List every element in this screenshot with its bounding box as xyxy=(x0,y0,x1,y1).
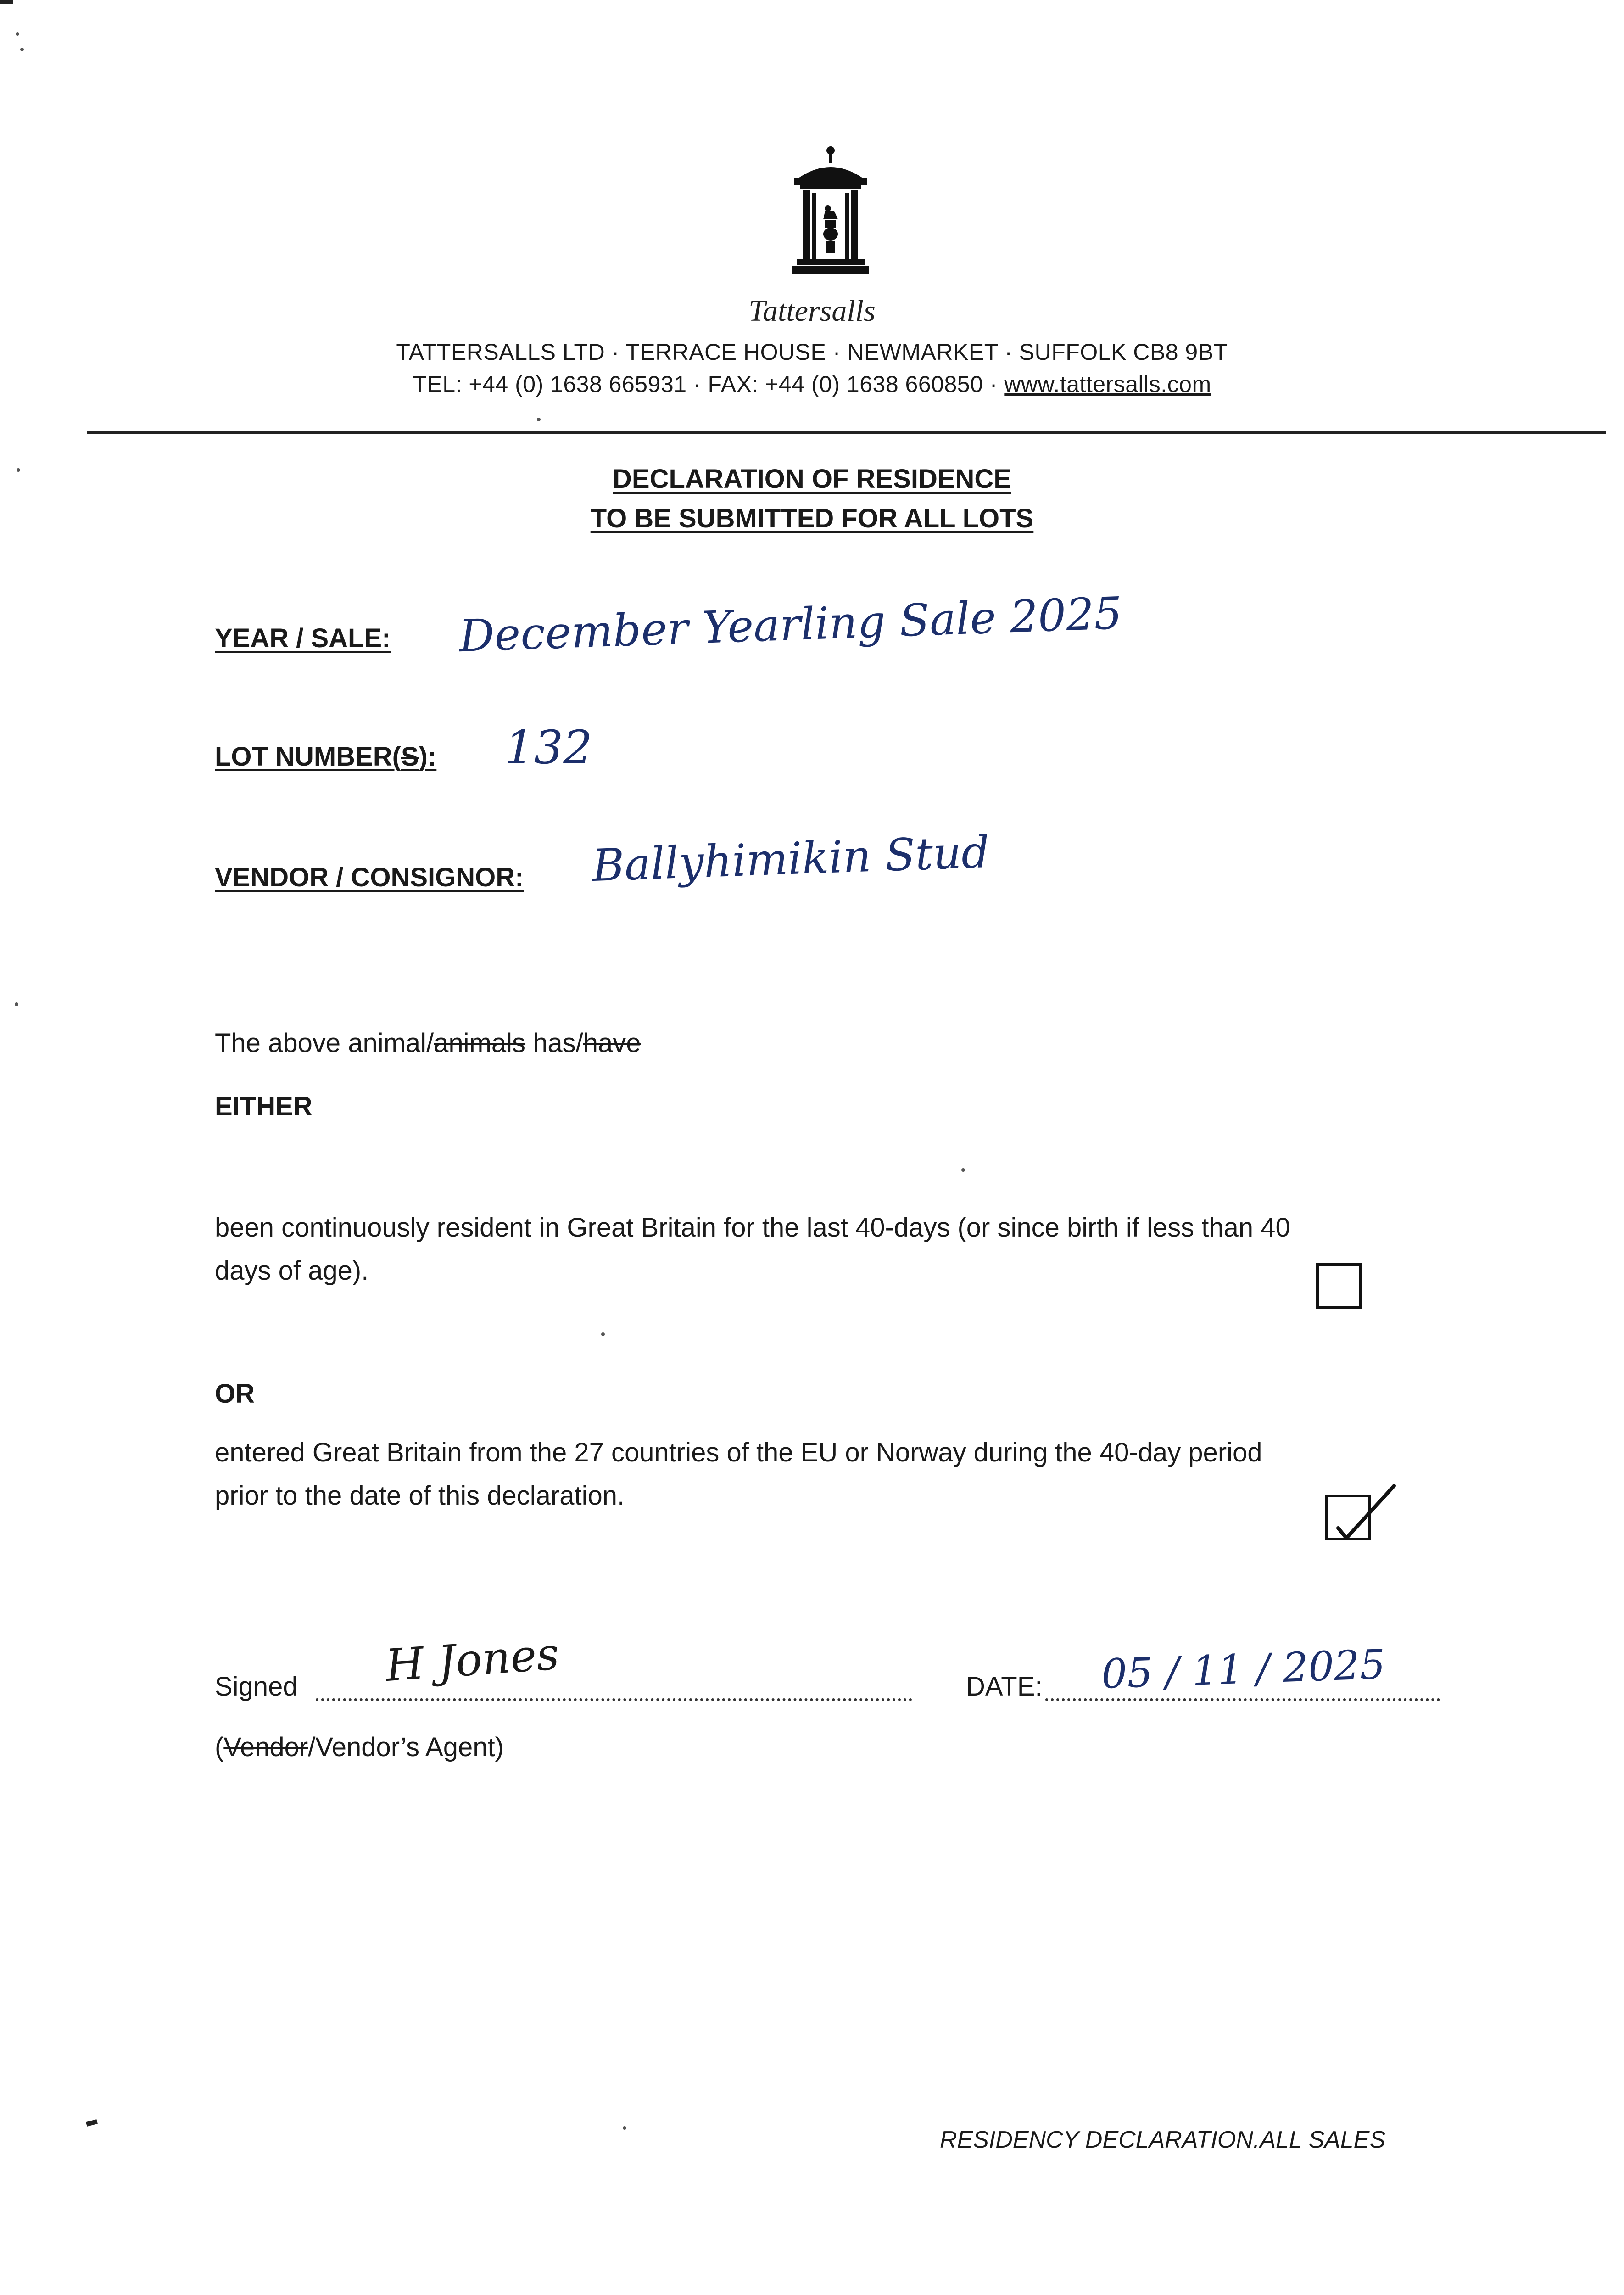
scan-speck xyxy=(537,418,541,421)
signature-line xyxy=(316,1698,912,1701)
date-value[interactable]: 05 / 11 / 2025 xyxy=(1100,1640,1386,1698)
option1-text-line2: days of age). xyxy=(215,1256,369,1286)
scan-speck xyxy=(15,1002,18,1006)
option2-text-line1: entered Great Britain from the 27 countries of the EU or Norway during the 40-day period xyxy=(215,1438,1262,1467)
or-label: OR xyxy=(215,1379,255,1409)
scan-mark xyxy=(86,2119,98,2127)
scan-speck xyxy=(17,468,20,472)
date-line xyxy=(1045,1698,1440,1701)
option1-text-line1: been continuously resident in Great Britain for the last 40-days (or since birth if less than 40 xyxy=(215,1213,1290,1243)
scan-speck xyxy=(20,48,24,51)
lot-number-value[interactable]: 132 xyxy=(505,721,592,774)
company-address: TATTERSALLS LTD · TERRACE HOUSE · NEWMARKET · SUFFOLK CB8 9BT xyxy=(396,339,1228,365)
year-sale-label: YEAR / SALE: xyxy=(215,623,391,653)
scan-speck xyxy=(601,1332,605,1336)
scan-speck xyxy=(623,2126,626,2130)
pavilion-logo-icon xyxy=(780,142,881,294)
year-sale-value[interactable]: December Yearling Sale 2025 xyxy=(458,587,1123,662)
option2-text-line2: prior to the date of this declaration. xyxy=(215,1481,625,1511)
vendor-label: VENDOR / CONSIGNOR: xyxy=(215,862,524,892)
checkmark-icon xyxy=(1325,1480,1408,1545)
statement-intro: The above animal/animals has/have xyxy=(215,1028,641,1058)
signed-label: Signed xyxy=(215,1672,298,1702)
brand-name: Tattersalls xyxy=(748,294,876,328)
option1-checkbox[interactable] xyxy=(1316,1263,1362,1309)
footer-label: RESIDENCY DECLARATION.ALL SALES xyxy=(940,2127,1386,2153)
date-label: DATE: xyxy=(966,1672,1043,1702)
scan-speck xyxy=(961,1168,965,1172)
document-title: DECLARATION OF RESIDENCE xyxy=(613,464,1011,494)
signature[interactable]: H Jones xyxy=(384,1628,561,1692)
lot-number-label: LOT NUMBER(S): xyxy=(215,742,437,772)
vendor-value[interactable]: Ballyhimikin Stud xyxy=(591,826,991,892)
document-subtitle: TO BE SUBMITTED FOR ALL LOTS xyxy=(590,504,1034,533)
contact-line xyxy=(0,371,1624,397)
signatory-role: (Vendor/Vendor’s Agent) xyxy=(215,1732,504,1762)
either-label: EITHER xyxy=(215,1092,313,1121)
scan-mark xyxy=(0,0,13,4)
phone-fax: TEL: +44 (0) 1638 665931 · FAX: +44 (0) 1638 660850 · xyxy=(413,371,1005,397)
scan-speck xyxy=(16,32,19,36)
header-divider xyxy=(87,431,1606,434)
website-link[interactable]: www.tattersalls.com xyxy=(1004,371,1211,397)
